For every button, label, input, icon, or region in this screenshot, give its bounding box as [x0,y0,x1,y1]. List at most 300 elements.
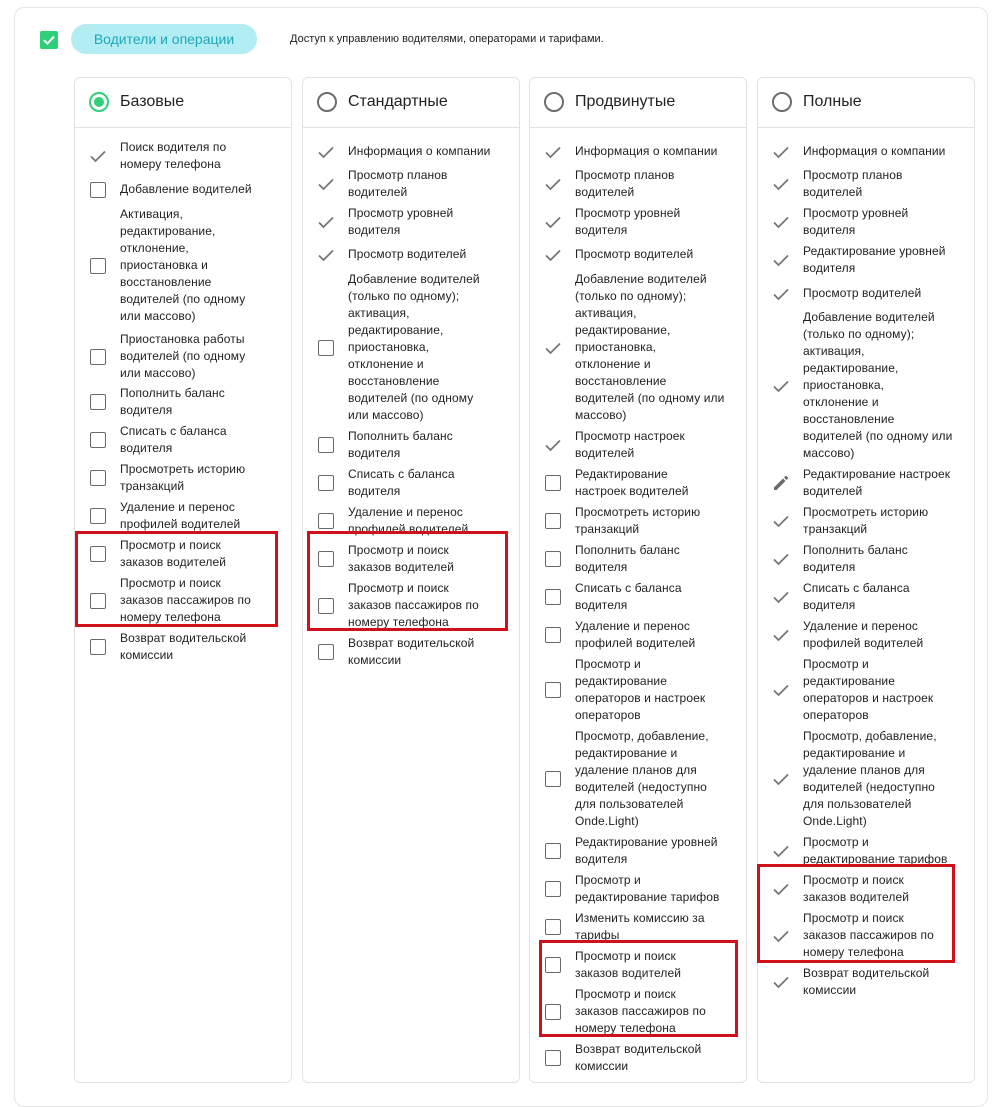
permission-label [803,728,973,830]
permission-label-line: Просмотр водителей [803,286,922,300]
checkbox-box[interactable] [318,475,334,491]
permission-item[interactable] [303,271,519,424]
permission-label-line: Просмотр, добавление, [803,729,937,743]
checkbox-box[interactable] [545,513,561,529]
permission-label-line: активация, [803,344,865,358]
permission-checkbox[interactable] [89,638,107,656]
plan-radio[interactable] [772,92,792,112]
permission-label-line: Просмотр и [803,835,869,849]
permission-label-line: водителей (по одному или [803,429,953,443]
permission-label-line: профилей водителей [120,517,241,531]
highlight-box [307,531,508,631]
permission-label [803,466,973,500]
permission-label [803,965,973,999]
permission-checkbox[interactable] [89,257,107,275]
checkbox-box[interactable] [545,682,561,698]
permission-item [530,167,746,201]
permission-label-line: восстановление [348,374,440,388]
check-icon [772,213,790,231]
permission-label [803,504,973,538]
permission-label [575,504,745,538]
permission-label-line: водителей [575,185,635,199]
permission-item [758,542,974,576]
permission-label-line: Пополнить баланс [803,543,908,557]
permission-label-line: водителя [803,560,856,574]
permission-label-line: номеру телефона [575,1021,676,1035]
permission-label [803,309,973,462]
permission-checkbox[interactable] [544,550,562,568]
permission-item [758,243,974,277]
permission-label-line: (только по одному); [348,289,460,303]
permission-label-line: Добавление водителей [575,272,707,286]
check-icon [772,770,790,788]
permission-label-line: заказов пассажиров по [575,1004,706,1018]
permission-item[interactable] [530,728,746,830]
permission-item [75,139,291,173]
check-icon [317,246,335,264]
permission-checkbox[interactable] [89,181,107,199]
permission-label-line: Пополнить баланс [575,543,680,557]
permission-label [803,834,973,868]
permission-label [575,246,745,263]
permission-label-line: или массово) [120,366,196,380]
permission-label-line: заказов пассажиров по [348,598,479,612]
permission-label-line: редактирование, [803,361,899,375]
permission-label-line: редактирование, [348,323,444,337]
check-icon [317,143,335,161]
permission-label-line: заказов пассажиров по [120,593,251,607]
permission-label [803,243,973,277]
permission-label-line: Удаление и перенос [348,505,464,519]
checkbox-box[interactable] [90,508,106,524]
permission-label-line: Просмотр водителей [575,247,694,261]
permission-label-line: Добавление водителей [348,272,480,286]
permission-label [120,423,290,457]
checkbox-box[interactable] [90,258,106,274]
permission-label-line: Onde.Light) [575,814,639,828]
permission-label-line: Пополнить баланс [348,429,453,443]
section-checkbox[interactable] [40,31,58,49]
permission-item [303,167,519,201]
permission-label-line: (только по одному); [575,289,687,303]
permission-label-line: заказов водителей [803,890,910,904]
permission-item [303,246,519,263]
plan-header[interactable] [530,78,746,128]
permission-label-line: операторов [575,708,641,722]
permission-label-line: комиссии [348,653,402,667]
permission-label-line: Просмотр и поиск [803,911,904,925]
permission-checkbox[interactable] [89,348,107,366]
permission-checkbox[interactable] [89,431,107,449]
permission-checkbox[interactable] [317,643,335,661]
permission-label-line: водителя [575,852,628,866]
permission-label-line: заказов пассажиров по [803,928,934,942]
permission-label-line: редактирование и [803,746,906,760]
permission-item [758,580,974,614]
permission-label [575,428,745,462]
permission-checkbox[interactable] [544,918,562,936]
permission-label [575,1041,745,1075]
permission-label-line: Удаление и перенос [575,619,691,633]
permission-label-line: для пользователей [575,797,684,811]
permission-label-line: Списать с баланса [803,581,910,595]
permission-label [575,728,745,830]
plan-header[interactable] [75,78,291,128]
check-icon [772,973,790,991]
checkbox-box[interactable] [545,589,561,605]
checkbox-box[interactable] [545,881,561,897]
permission-label-line: Возврат водительской [575,1042,702,1056]
permission-label-line: Удаление и перенос [803,619,919,633]
permission-label-line: транзакций [803,522,868,536]
permission-label-line: водителя [120,441,173,455]
permission-item[interactable] [530,872,746,906]
check-icon [772,626,790,644]
permission-label-line: Удаление и перенос [120,500,236,514]
permission-checkbox[interactable] [544,588,562,606]
permission-label-line: Списать с баланса [575,581,682,595]
permission-label-line: Просмотр и поиск [348,543,449,557]
permission-label-line: Просмотр и поиск [575,987,676,1001]
permission-label [575,910,745,944]
permission-label-line: водителей (по одному [120,349,246,363]
highlight-box [539,940,738,1037]
plan-radio[interactable] [317,92,337,112]
checkbox-box[interactable] [545,1050,561,1066]
permission-label-line: настроек водителей [575,484,689,498]
permission-label-line: приостановка, [803,378,885,392]
permission-checkbox[interactable] [317,339,335,357]
permission-label-line: номеру телефона [120,157,221,171]
plan-title: Стандартные [348,93,448,110]
permission-item[interactable] [530,834,746,868]
permission-item[interactable] [75,423,291,457]
permission-label-line: для пользователей [803,797,912,811]
plan-column-3 [529,77,747,1083]
permission-label-line: редактирование тарифов [803,852,948,866]
permission-label [575,167,745,201]
permission-label-line: редактирование и [575,746,678,760]
permission-item [758,285,974,302]
permission-item[interactable] [530,910,746,944]
permission-label-line: номеру телефона [120,610,221,624]
permission-item[interactable] [530,656,746,724]
permission-item [530,428,746,462]
permission-label [575,580,745,614]
permission-label-line: редактирование тарифов [575,890,720,904]
permission-label-line: Добавление водителей [120,182,252,196]
check-icon [772,512,790,530]
permission-label-line: водителя [803,261,856,275]
permission-label-line: Редактирование уровней [575,835,718,849]
permission-item[interactable] [303,428,519,462]
permission-label-line: Просмотр и поиск [120,576,221,590]
checkbox-box[interactable] [545,771,561,787]
permission-label-line: водителя [803,223,856,237]
check-icon [544,213,562,231]
plan-header[interactable] [303,78,519,128]
permission-label-line: заказов водителей [348,560,455,574]
checkbox-box[interactable] [90,470,106,486]
permission-item [758,965,974,999]
permission-label-line: (только по одному); [803,327,915,341]
permission-item[interactable] [303,466,519,500]
permission-label-line: водителя [575,223,628,237]
permission-label-line: водителя [348,446,401,460]
permission-item[interactable] [75,181,291,198]
permission-label [803,285,973,302]
permission-item [530,143,746,160]
permission-label-line: массово) [575,408,627,422]
permission-label-line: отклонение и [348,357,424,371]
permission-label-line: Информация о компании [348,144,491,158]
permission-label [803,205,973,239]
checkmark-icon [42,33,56,47]
permission-label-line: восстановление [803,412,895,426]
permission-label [348,271,518,424]
permission-label-line: Просмотр уровней [575,206,681,220]
permission-label-line: Редактирование [575,467,668,481]
permission-label-line: Просмотр уровней [348,206,454,220]
checkbox-box[interactable] [90,432,106,448]
check-icon [772,681,790,699]
permission-checkbox[interactable] [544,626,562,644]
permission-label-line: операторов и настроек [803,691,934,705]
permission-label [803,580,973,614]
permission-label-line: Добавление водителей [803,310,935,324]
permission-checkbox[interactable] [544,880,562,898]
permission-checkbox[interactable] [544,512,562,530]
permission-label-line: номеру телефона [348,615,449,629]
permission-label [348,246,518,263]
checkbox-box[interactable] [318,513,334,529]
permission-label-line: номеру телефона [803,945,904,959]
permission-label-line: комиссии [120,648,174,662]
permission-label-line: Просмотр и поиск [120,538,221,552]
permission-item[interactable] [530,466,746,500]
permission-label [575,542,745,576]
permission-label [120,499,290,533]
permission-label-line: Списать с баланса [120,424,227,438]
permission-label-line: водителей (по одному [348,391,474,405]
permission-label-line: Просмотреть историю [120,462,246,476]
plan-title: Полные [803,93,862,110]
permission-item[interactable] [75,630,291,664]
permission-label [348,167,518,201]
permission-label-line: Просмотр уровней [803,206,909,220]
check-icon [772,285,790,303]
permission-checkbox[interactable] [544,474,562,492]
permission-label-line: Просмотр и [803,657,869,671]
permission-checkbox[interactable] [544,842,562,860]
permission-label-line: Приостановка работы [120,332,245,346]
permission-item[interactable] [75,206,291,325]
permission-label-line: Onde.Light) [803,814,867,828]
permission-label [575,872,745,906]
permission-label [575,271,745,424]
permission-label-line: активация, [575,306,637,320]
permission-label-line: водителя [803,598,856,612]
permission-checkbox[interactable] [89,469,107,487]
check-icon [89,147,107,165]
permission-label-line: удаление планов для [575,763,697,777]
permission-item[interactable] [303,635,519,669]
permission-checkbox[interactable] [317,512,335,530]
check-icon [544,339,562,357]
permission-item [758,656,974,724]
permission-item [758,728,974,830]
permission-checkbox[interactable] [544,770,562,788]
permission-label-line: отклонение и [803,395,879,409]
permission-checkbox[interactable] [89,393,107,411]
permission-label-line: комиссии [575,1059,629,1073]
checkbox-box[interactable] [90,182,106,198]
permission-label-line: Просмотр и поиск [575,949,676,963]
checkbox-box[interactable] [90,639,106,655]
checkbox-box[interactable] [545,843,561,859]
check-icon [544,143,562,161]
permission-item[interactable] [75,461,291,495]
plan-radio[interactable] [89,92,109,112]
permission-label [803,618,973,652]
check-icon [772,175,790,193]
section-title-pill[interactable]: Водители и операции [71,24,257,54]
permission-label [120,630,290,664]
permission-label-line: профилей водителей [348,522,469,536]
permission-label-line: отклонение, [120,241,189,255]
plan-header[interactable] [758,78,974,128]
permission-label-line: тарифы [575,928,620,942]
permission-label-line: Просмотреть историю [575,505,701,519]
check-icon [544,246,562,264]
highlight-box [75,531,278,627]
permission-label [348,635,518,669]
permission-label-line: операторов [803,708,869,722]
permission-label-line: водителей (по одному [120,292,246,306]
permission-label-line: восстановление [575,374,667,388]
permission-item [758,834,974,868]
permission-item [758,167,974,201]
permission-label-line: водителей [348,185,408,199]
checkbox-box[interactable] [545,627,561,643]
permission-label [120,181,290,198]
permission-label [803,656,973,724]
check-icon [772,143,790,161]
permission-checkbox[interactable] [317,474,335,492]
permission-label-line: Возврат водительской [348,636,475,650]
permission-label-line: Просмотр, добавление, [575,729,709,743]
permission-label-line: водителя [348,223,401,237]
permission-item[interactable] [75,499,291,533]
permission-label-line: Изменить комиссию за [575,911,705,925]
checkbox-box[interactable] [545,551,561,567]
permission-label-line: водителей (недоступно [575,780,707,794]
permission-label-line: водителя [575,560,628,574]
permission-label-line: редактирование, [575,323,671,337]
permission-checkbox[interactable] [89,507,107,525]
permission-label-line: водителя [575,598,628,612]
checkbox-box[interactable] [90,394,106,410]
permission-item[interactable] [530,504,746,538]
permission-label-line: водителей [803,185,863,199]
permission-label [575,618,745,652]
permission-label [575,205,745,239]
permission-label [120,139,290,173]
check-icon [772,251,790,269]
check-icon [317,213,335,231]
permission-label-line: массово) [803,446,855,460]
permission-label-line: Информация о компании [575,144,718,158]
permission-label-line: Возврат водительской [120,631,247,645]
permission-label-line: приостановка, [348,340,430,354]
permission-label-line: операторов и настроек [575,691,706,705]
permission-label-line: водителя [348,484,401,498]
permission-label-line: Просмотр водителей [348,247,467,261]
plan-title: Продвинутые [575,93,676,110]
check-icon [772,377,790,395]
permission-label-line: водителей [803,484,863,498]
checkbox-box[interactable] [318,644,334,660]
permission-item [758,466,974,500]
permission-item [530,271,746,424]
permission-item [758,205,974,239]
permission-label-line: Просмотр и поиск [803,873,904,887]
permission-item[interactable] [530,580,746,614]
permission-label-line: Поиск водителя по [120,140,227,154]
permission-item [530,246,746,263]
permission-label [120,461,290,495]
permission-label-line: Возврат водительской [803,966,930,980]
permission-label-line: приостановка, [575,340,657,354]
permission-label-line: Редактирование уровней [803,244,946,258]
permission-label-line: редактирование [575,674,668,688]
permission-item [758,618,974,652]
permission-item [758,309,974,462]
permission-item[interactable] [530,618,746,652]
permission-label [120,331,290,382]
plan-radio[interactable] [544,92,564,112]
permission-label-line: профилей водителей [803,636,924,650]
permission-item[interactable] [530,1041,746,1075]
permission-label-line: заказов водителей [575,966,682,980]
permission-checkbox[interactable] [317,436,335,454]
permission-checkbox[interactable] [544,681,562,699]
permission-item[interactable] [75,331,291,382]
checkbox-box[interactable] [545,475,561,491]
plan-title: Базовые [120,93,185,110]
permission-item [530,205,746,239]
check-icon [772,550,790,568]
checkbox-box[interactable] [90,349,106,365]
permission-label-line: заказов водителей [120,555,227,569]
section-description: Доступ к управлению водителями, операторами и тарифами. [290,33,604,45]
permission-label-line: или массово) [120,309,196,323]
permission-label-line: или массово) [348,408,424,422]
permission-checkbox[interactable] [544,1049,562,1067]
pencil-icon[interactable] [772,474,790,492]
permission-label [803,167,973,201]
checkbox-box[interactable] [545,919,561,935]
checkbox-box[interactable] [318,340,334,356]
permission-label [348,428,518,462]
permission-item[interactable] [530,542,746,576]
permission-label [575,656,745,724]
checkbox-box[interactable] [318,437,334,453]
permission-item [303,205,519,239]
permission-label-line: редактирование [803,674,896,688]
permission-item[interactable] [75,385,291,419]
permission-label-line: Просмотр и поиск [348,581,449,595]
